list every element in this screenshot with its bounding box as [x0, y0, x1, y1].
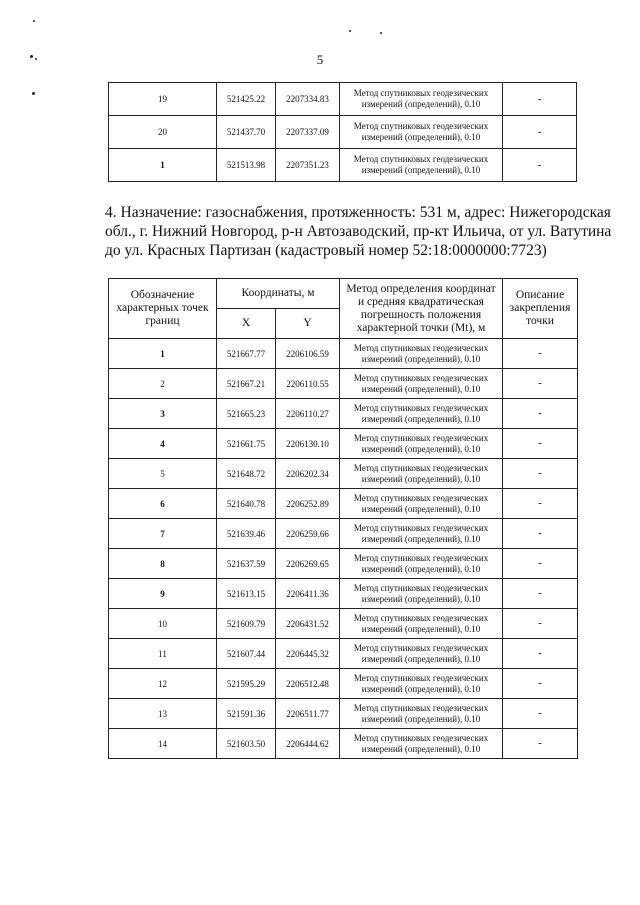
point-cell: 4 [109, 429, 217, 459]
x-cell: 521591.36 [217, 699, 276, 729]
method-cell [340, 699, 503, 729]
method-cell [340, 639, 503, 669]
point-cell: 10 [109, 609, 217, 639]
fixing-cell: - [503, 429, 578, 459]
table-row [109, 459, 578, 489]
method-line: Метод спутниковых геодезических [353, 552, 489, 563]
x-cell: 521667.77 [217, 339, 276, 369]
y-cell: 2206110.55 [276, 369, 340, 399]
header-text: характерных точек [116, 302, 209, 314]
method-line: измерений (определений), 0.10 [361, 165, 481, 175]
header-method [340, 279, 503, 339]
method-line: измерений (определений), 0.10 [361, 473, 481, 484]
fixing-cell: - [503, 729, 578, 759]
table-row [109, 83, 577, 116]
method-cell [340, 149, 503, 182]
table-row [109, 549, 578, 579]
method-line: Метод спутниковых геодезических [353, 342, 489, 353]
y-cell: 2206431.52 [276, 609, 340, 639]
method-cell [340, 489, 503, 519]
y-cell: 2206444.62 [276, 729, 340, 759]
header-text: точки [526, 315, 554, 327]
method-line: Метод спутниковых геодезических [353, 522, 489, 533]
method-cell [340, 429, 503, 459]
y-cell: 2206106.59 [276, 339, 340, 369]
method-line: измерений (определений), 0.10 [361, 683, 481, 694]
method-line: Метод спутниковых геодезических [353, 702, 489, 713]
section-line: до ул. Красных Партизан (кадастровый номер 52:18:0000000:7723) [105, 242, 547, 259]
scan-speck [32, 92, 35, 95]
method-line: Метод спутниковых геодезических [353, 732, 489, 743]
method-line: измерений (определений), 0.10 [361, 533, 481, 544]
x-cell: 521425.22 [217, 83, 276, 116]
method-line: Метод спутниковых геодезических [353, 88, 489, 98]
y-cell: 2206445.32 [276, 639, 340, 669]
point-cell: 5 [109, 459, 217, 489]
method-line: измерений (определений), 0.10 [361, 353, 481, 364]
x-cell: 521637.59 [217, 549, 276, 579]
fixing-cell: - [503, 116, 577, 149]
method-line: измерений (определений), 0.10 [361, 593, 481, 604]
header-x: X [217, 309, 276, 339]
method-line: Метод спутниковых геодезических [353, 612, 489, 623]
x-cell: 521667.21 [217, 369, 276, 399]
point-cell: 1 [109, 339, 217, 369]
point-cell: 13 [109, 699, 217, 729]
method-line: измерений (определений), 0.10 [361, 413, 481, 424]
x-cell: 521513.98 [217, 149, 276, 182]
point-cell: 6 [109, 489, 217, 519]
point-cell: 7 [109, 519, 217, 549]
method-line: Метод спутниковых геодезических [353, 372, 489, 383]
point-cell: 12 [109, 669, 217, 699]
method-line: Метод спутниковых геодезических [353, 462, 489, 473]
method-line: Метод спутниковых геодезических [353, 121, 489, 131]
y-cell: 2206252.89 [276, 489, 340, 519]
fixing-cell: - [503, 489, 578, 519]
table-row [109, 369, 578, 399]
header-text: Описание [515, 289, 565, 301]
header-coordinates: Координаты, м [217, 279, 340, 309]
method-cell [340, 83, 503, 116]
fixing-cell: - [503, 639, 578, 669]
table-row [109, 579, 578, 609]
y-cell: 2206512.48 [276, 669, 340, 699]
y-cell: 2206259.66 [276, 519, 340, 549]
x-cell: 521648.72 [217, 459, 276, 489]
coordinates-table [108, 278, 578, 759]
method-line: Метод спутниковых геодезических [353, 432, 489, 443]
section-heading [105, 203, 612, 260]
y-cell: 2206269.65 [276, 549, 340, 579]
x-cell: 521609.79 [217, 609, 276, 639]
table-row [109, 399, 578, 429]
method-line: Метод спутниковых геодезических [353, 642, 489, 653]
y-cell: 2206202.34 [276, 459, 340, 489]
table-row [109, 699, 578, 729]
method-line: измерений (определений), 0.10 [361, 383, 481, 394]
y-cell: 2207334.83 [276, 83, 340, 116]
y-cell: 2207351.23 [276, 149, 340, 182]
fixing-cell: - [503, 399, 578, 429]
section-line: обл., г. Нижний Новгород, р-н Автозаводский, пр-кт Ильича, от ул. Ватутина [105, 223, 612, 240]
y-cell: 2206511.77 [276, 699, 340, 729]
table-row [109, 519, 578, 549]
method-line: измерений (определений), 0.10 [361, 443, 481, 454]
method-cell [340, 609, 503, 639]
method-line: измерений (определений), 0.10 [361, 623, 481, 634]
fixing-cell: - [503, 579, 578, 609]
method-cell [340, 459, 503, 489]
fixing-cell: - [503, 459, 578, 489]
table-row [109, 149, 577, 182]
method-line: Метод спутниковых геодезических [353, 582, 489, 593]
x-cell: 521640.78 [217, 489, 276, 519]
table-row [109, 609, 578, 639]
point-cell: 20 [109, 116, 217, 149]
method-line: измерений (определений), 0.10 [361, 653, 481, 664]
point-cell: 11 [109, 639, 217, 669]
method-cell [340, 549, 503, 579]
point-cell: 3 [109, 399, 217, 429]
fixing-cell: - [503, 339, 578, 369]
scan-speck [33, 20, 35, 22]
method-line: Метод спутниковых геодезических [353, 672, 489, 683]
table-row [109, 729, 578, 759]
table-row [109, 339, 578, 369]
header-text: погрешность положения [360, 308, 482, 321]
header-text: границ [145, 315, 180, 327]
method-line: измерений (определений), 0.10 [361, 503, 481, 514]
method-cell [340, 369, 503, 399]
method-cell [340, 729, 503, 759]
table-row [109, 669, 578, 699]
y-cell: 2206130.10 [276, 429, 340, 459]
header-designation [109, 279, 217, 339]
x-cell: 521661.75 [217, 429, 276, 459]
page-number: 5 [316, 52, 324, 67]
header-text: закрепления [509, 302, 571, 314]
scan-speck [349, 30, 351, 32]
fixing-cell: - [503, 149, 577, 182]
continuation-coordinates-table [108, 82, 577, 182]
fixing-cell: - [503, 519, 578, 549]
y-cell: 2207337.09 [276, 116, 340, 149]
point-cell: 14 [109, 729, 217, 759]
method-line: измерений (определений), 0.10 [361, 713, 481, 724]
fixing-cell: - [503, 369, 578, 399]
method-cell [340, 579, 503, 609]
fixing-cell: - [503, 549, 578, 579]
method-cell [340, 116, 503, 149]
method-cell [340, 519, 503, 549]
point-cell: 2 [109, 369, 217, 399]
y-cell: 2206110.27 [276, 399, 340, 429]
x-cell: 521613.15 [217, 579, 276, 609]
fixing-cell: - [503, 669, 578, 699]
table-row [109, 116, 577, 149]
method-line: измерений (определений), 0.10 [361, 563, 481, 574]
method-line: измерений (определений), 0.10 [361, 743, 481, 754]
point-cell: 8 [109, 549, 217, 579]
method-line: измерений (определений), 0.10 [361, 132, 481, 142]
header-y: Y [276, 309, 340, 339]
header-fixing [503, 279, 578, 339]
header-text: и средняя квадратическая [358, 295, 484, 308]
header-text: Обозначение [130, 289, 195, 301]
method-line: Метод спутниковых геодезических [353, 492, 489, 503]
method-line: измерений (определений), 0.10 [361, 99, 481, 109]
header-text: характерной точки (Mt), м [356, 321, 486, 334]
x-cell: 521603.50 [217, 729, 276, 759]
x-cell: 521437.70 [217, 116, 276, 149]
x-cell: 521607.44 [217, 639, 276, 669]
scan-speck [380, 32, 382, 34]
point-cell: 9 [109, 579, 217, 609]
method-cell [340, 669, 503, 699]
method-line: Метод спутниковых геодезических [353, 402, 489, 413]
header-text: Метод определения координат [346, 282, 496, 295]
table-row [109, 489, 578, 519]
method-cell [340, 399, 503, 429]
fixing-cell: - [503, 609, 578, 639]
fixing-cell: - [503, 83, 577, 116]
x-cell: 521639.46 [217, 519, 276, 549]
table-row [109, 639, 578, 669]
method-line: Метод спутниковых геодезических [353, 154, 489, 164]
x-cell: 521595.29 [217, 669, 276, 699]
section-line: 4. Назначение: газоснабжения, протяженность: 531 м, адрес: Нижегородская [105, 204, 611, 221]
y-cell: 2206411.36 [276, 579, 340, 609]
fixing-cell: - [503, 699, 578, 729]
x-cell: 521665.23 [217, 399, 276, 429]
method-cell [340, 339, 503, 369]
table-row [109, 429, 578, 459]
point-cell: 1 [109, 149, 217, 182]
point-cell: 19 [109, 83, 217, 116]
